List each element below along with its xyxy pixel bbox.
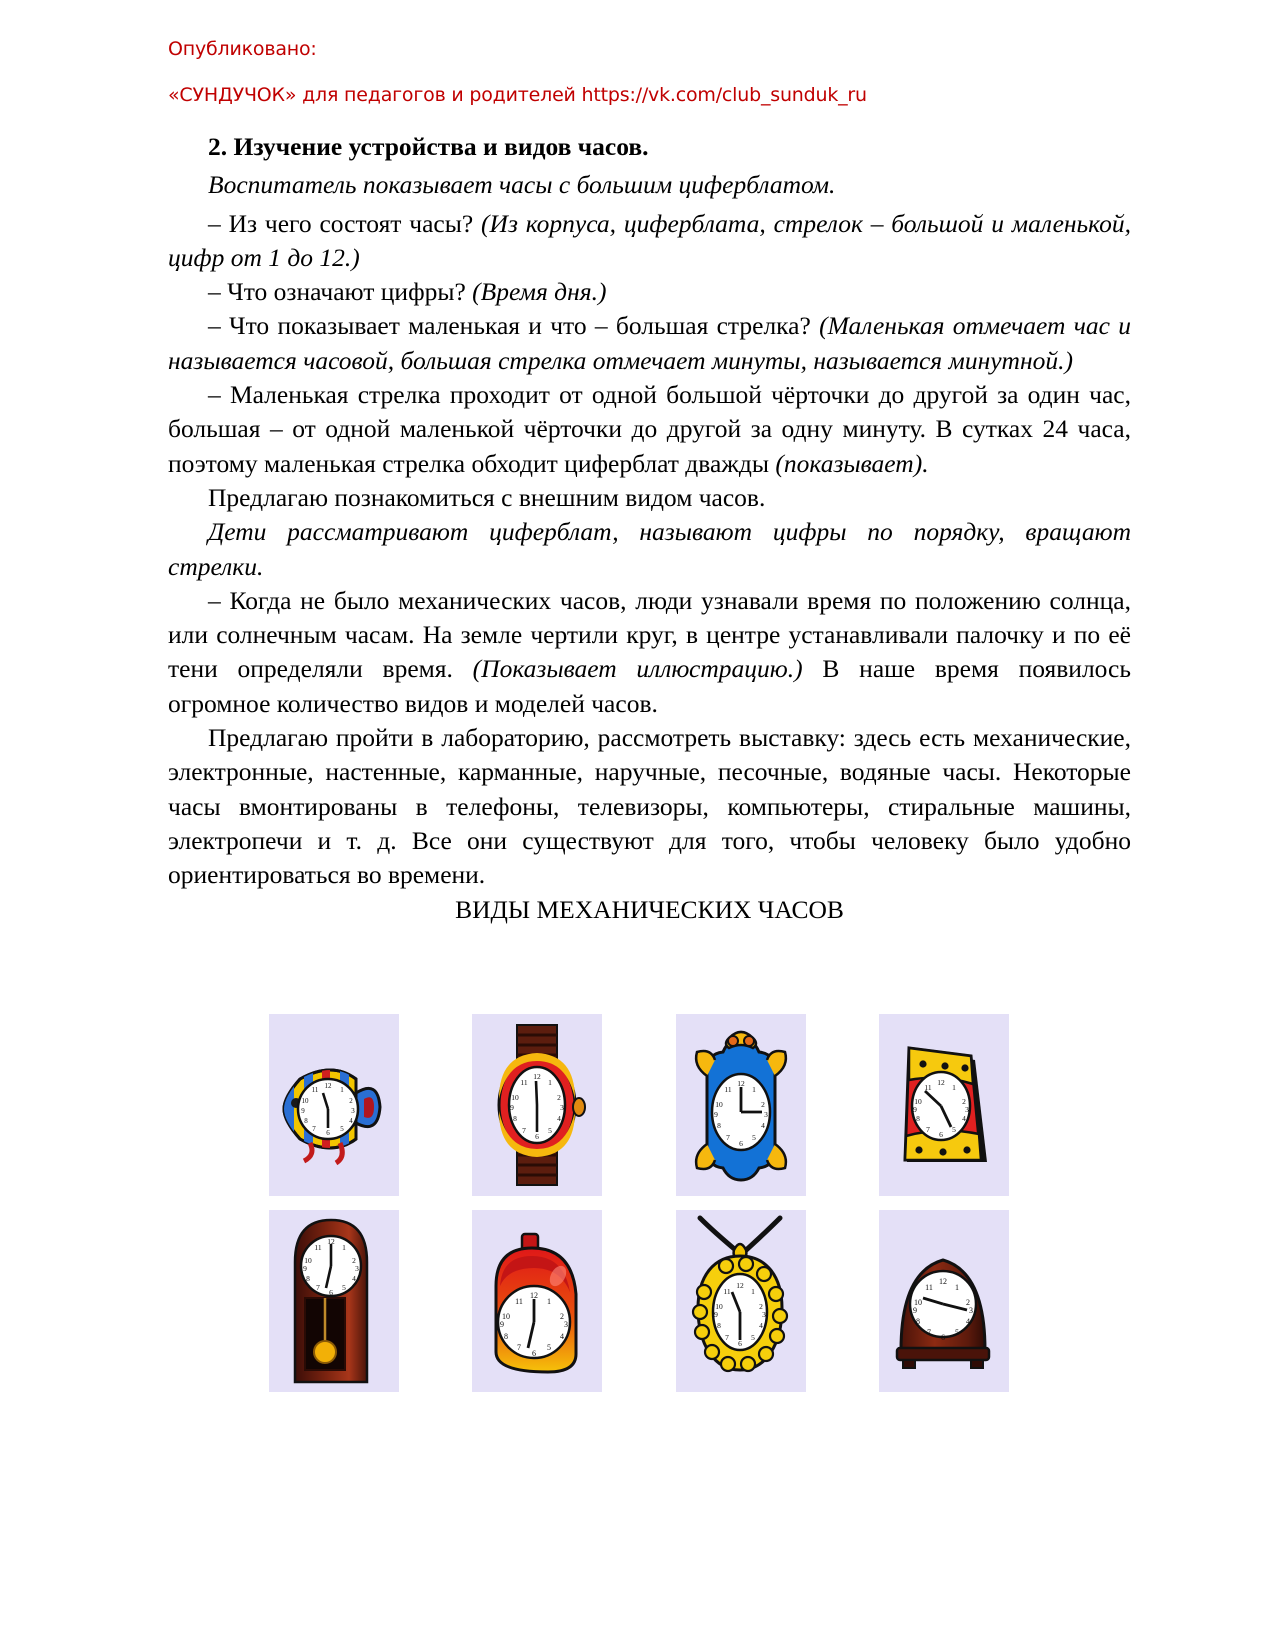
svg-text:5: 5 — [954, 1328, 959, 1337]
svg-text:5: 5 — [952, 1125, 956, 1134]
svg-text:9: 9 — [713, 1310, 718, 1319]
svg-text:9: 9 — [303, 1264, 307, 1273]
svg-text:10: 10 — [714, 1302, 723, 1311]
gallery-title: ВИДЫ МЕХАНИЧЕСКИХ ЧАСОВ — [455, 894, 844, 924]
paragraph-laboratory — [168, 721, 1131, 892]
svg-text:4: 4 — [352, 1274, 356, 1283]
svg-text:8: 8 — [504, 1332, 509, 1341]
svg-text:8: 8 — [915, 1317, 920, 1326]
svg-text:7: 7 — [724, 1333, 729, 1342]
svg-text:1: 1 — [340, 1086, 344, 1094]
svg-text:11: 11 — [515, 1297, 524, 1306]
p4-italic: (показывает). — [775, 448, 929, 478]
svg-text:3: 3 — [761, 1310, 766, 1319]
svg-text:1: 1 — [547, 1297, 552, 1306]
svg-text:6: 6 — [939, 1130, 943, 1139]
paragraph-question-3 — [168, 309, 1131, 378]
document-body — [168, 130, 1131, 926]
svg-text:9: 9 — [913, 1105, 917, 1114]
svg-text:9: 9 — [912, 1306, 917, 1315]
q3-question: – Что показывает маленькая и что – большая стрелка? — [208, 311, 820, 341]
paragraph-question-1 — [168, 207, 1131, 276]
svg-text:12: 12 — [937, 1078, 945, 1087]
clock-image-alarm-clock — [472, 1210, 602, 1392]
svg-text:11: 11 — [724, 1085, 732, 1094]
svg-text:10: 10 — [511, 1093, 520, 1102]
svg-text:2: 2 — [760, 1100, 765, 1109]
svg-text:9: 9 — [510, 1103, 515, 1112]
svg-text:8: 8 — [513, 1114, 518, 1123]
paragraph-question-2 — [168, 275, 1131, 309]
svg-text:12: 12 — [530, 1291, 539, 1300]
svg-text:7: 7 — [517, 1343, 522, 1352]
svg-text:10: 10 — [502, 1312, 511, 1321]
p8-text: Предлагаю пройти в лабораторию, рассмотреть выставку: здесь есть механические, электронные, настенные, карманные, наручные, песочные, водяные часы. Некоторые часы вмонтированы в телефоны, телевизоры, компьютеры, стиральные машины, электропечи и т. д. Все они существуют для того, чтобы человеку было удобно ориентироваться во времени. — [168, 723, 1131, 890]
svg-text:2: 2 — [349, 1097, 353, 1105]
svg-text:8: 8 — [716, 1121, 721, 1130]
svg-text:2: 2 — [758, 1302, 763, 1311]
svg-text:10: 10 — [914, 1097, 922, 1106]
svg-text:11: 11 — [520, 1078, 528, 1087]
svg-text:5: 5 — [750, 1333, 755, 1342]
svg-text:7: 7 — [926, 1328, 931, 1337]
svg-text:7: 7 — [522, 1126, 527, 1135]
svg-text:11: 11 — [924, 1083, 932, 1092]
svg-text:12: 12 — [736, 1079, 745, 1088]
svg-text:10: 10 — [913, 1298, 922, 1307]
svg-text:1: 1 — [342, 1243, 346, 1252]
svg-text:1: 1 — [751, 1085, 756, 1094]
svg-text:12: 12 — [324, 1082, 332, 1090]
q1-question: – Из чего состоят часы? — [208, 208, 482, 238]
published-header — [168, 40, 1128, 105]
clock-image-grandfather-clock — [269, 1210, 399, 1392]
q2-answer: (Время дня.) — [472, 277, 607, 307]
clock-gallery — [269, 1014, 1009, 1392]
svg-text:4: 4 — [349, 1117, 353, 1125]
svg-text:4: 4 — [962, 1114, 966, 1123]
published-label: Опубликовано: — [168, 38, 317, 60]
svg-text:2: 2 — [557, 1093, 562, 1102]
p7-italic: (Показывает иллюстрацию.) — [472, 654, 803, 684]
svg-text:8: 8 — [716, 1321, 721, 1330]
svg-text:3: 3 — [968, 1306, 973, 1315]
svg-text:2: 2 — [962, 1097, 966, 1106]
gallery-row-2 — [269, 1210, 1009, 1392]
svg-text:2: 2 — [352, 1256, 356, 1265]
svg-text:7: 7 — [725, 1133, 730, 1142]
svg-text:1: 1 — [952, 1083, 956, 1092]
p7-part-b: В наше время появилось огромное количество видов и моделей часов. — [168, 654, 1131, 718]
svg-text:4: 4 — [560, 1332, 565, 1341]
svg-text:1: 1 — [954, 1283, 959, 1292]
clock-image-pocket-watch — [676, 1210, 806, 1392]
p7-part-a: – Когда не было механических часов, люди узнавали время по положению солнца, или солнечным часам. На земле чертили круг, в центре устанавливали палочку и по её тени определяли время. — [168, 585, 1131, 684]
svg-text:11: 11 — [723, 1287, 731, 1296]
svg-text:4: 4 — [557, 1114, 562, 1123]
svg-text:7: 7 — [316, 1283, 320, 1292]
svg-text:9: 9 — [301, 1107, 305, 1115]
svg-text:11: 11 — [925, 1283, 933, 1292]
paragraph-children-observe — [168, 515, 1131, 584]
clock-image-fish-clock — [269, 1014, 399, 1196]
published-source: «СУНДУЧОК» для педагогов и родителей https://vk.com/club_sunduk_ru — [168, 84, 867, 106]
p6-italic: Дети рассматривают циферблат, называют цифры по порядку, вращают стрелки. — [168, 517, 1131, 581]
gallery-row-1 — [269, 1014, 1009, 1196]
svg-text:3: 3 — [560, 1103, 565, 1112]
svg-text:6: 6 — [326, 1129, 330, 1137]
svg-text:6: 6 — [532, 1349, 537, 1358]
svg-text:7: 7 — [926, 1125, 930, 1134]
svg-text:8: 8 — [916, 1114, 920, 1123]
svg-text:10: 10 — [304, 1256, 312, 1265]
svg-text:10: 10 — [301, 1097, 309, 1105]
svg-text:3: 3 — [965, 1105, 969, 1114]
svg-text:6: 6 — [329, 1288, 333, 1297]
svg-text:7: 7 — [312, 1125, 316, 1133]
paragraph-hand-movement — [168, 378, 1131, 481]
section-heading: 2. Изучение устройства и видов часов. — [208, 132, 649, 161]
svg-text:9: 9 — [713, 1110, 718, 1119]
svg-text:6: 6 — [738, 1139, 743, 1148]
q2-question: – Что означают цифры? — [208, 277, 473, 307]
svg-text:3: 3 — [351, 1107, 355, 1115]
svg-text:10: 10 — [714, 1100, 723, 1109]
svg-text:1: 1 — [750, 1287, 755, 1296]
q1-answer: (Из корпуса, циферблата, стрелок – большой и маленькой, цифр от 1 до 12.) — [168, 208, 1131, 272]
svg-text:12: 12 — [735, 1281, 744, 1290]
section-subtitle: Воспитатель показывает часы с большим циферблатом. — [208, 170, 836, 200]
svg-text:9: 9 — [500, 1320, 505, 1329]
svg-text:6: 6 — [535, 1132, 540, 1141]
svg-text:6: 6 — [737, 1339, 742, 1348]
q3-answer: (Маленькая отмечает час и называется часовой, большая стрелка отмечает минуты, называется минутной.) — [168, 311, 1131, 375]
paragraph-sundial — [168, 584, 1131, 721]
svg-text:4: 4 — [758, 1321, 763, 1330]
clock-image-wristwatch — [472, 1014, 602, 1196]
svg-text:5: 5 — [342, 1283, 346, 1292]
svg-text:8: 8 — [306, 1274, 310, 1283]
svg-text:5: 5 — [751, 1133, 756, 1142]
svg-text:12: 12 — [938, 1277, 947, 1286]
svg-text:5: 5 — [548, 1126, 553, 1135]
svg-text:5: 5 — [547, 1343, 552, 1352]
p5-text: Предлагаю познакомиться с внешним видом часов. — [208, 482, 766, 512]
svg-text:11: 11 — [311, 1086, 319, 1094]
svg-text:8: 8 — [304, 1117, 308, 1125]
svg-text:6: 6 — [940, 1333, 945, 1342]
clock-image-desk-easel-clock — [879, 1014, 1009, 1196]
svg-text:4: 4 — [760, 1121, 765, 1130]
svg-text:4: 4 — [965, 1317, 970, 1326]
clock-image-ornate-mantel-clock — [676, 1014, 806, 1196]
p4-main: – Маленькая стрелка проходит от одной большой чёрточки до другой за один час, большая – от одной маленькой чёрточки до другой за одну минуту. В сутках 24 часа, поэтому маленькая стрелка обходит циферблат дважды — [168, 380, 1131, 478]
clock-image-wooden-mantel-clock — [879, 1210, 1009, 1392]
svg-text:3: 3 — [564, 1320, 569, 1329]
svg-text:5: 5 — [340, 1125, 344, 1133]
svg-text:3: 3 — [763, 1110, 768, 1119]
svg-text:3: 3 — [355, 1264, 359, 1273]
svg-text:12: 12 — [327, 1237, 335, 1246]
svg-text:11: 11 — [314, 1243, 322, 1252]
svg-text:12: 12 — [533, 1072, 542, 1081]
svg-text:2: 2 — [560, 1312, 565, 1321]
svg-text:2: 2 — [965, 1298, 970, 1307]
paragraph-invite-look — [168, 481, 1131, 515]
svg-text:1: 1 — [548, 1078, 553, 1087]
